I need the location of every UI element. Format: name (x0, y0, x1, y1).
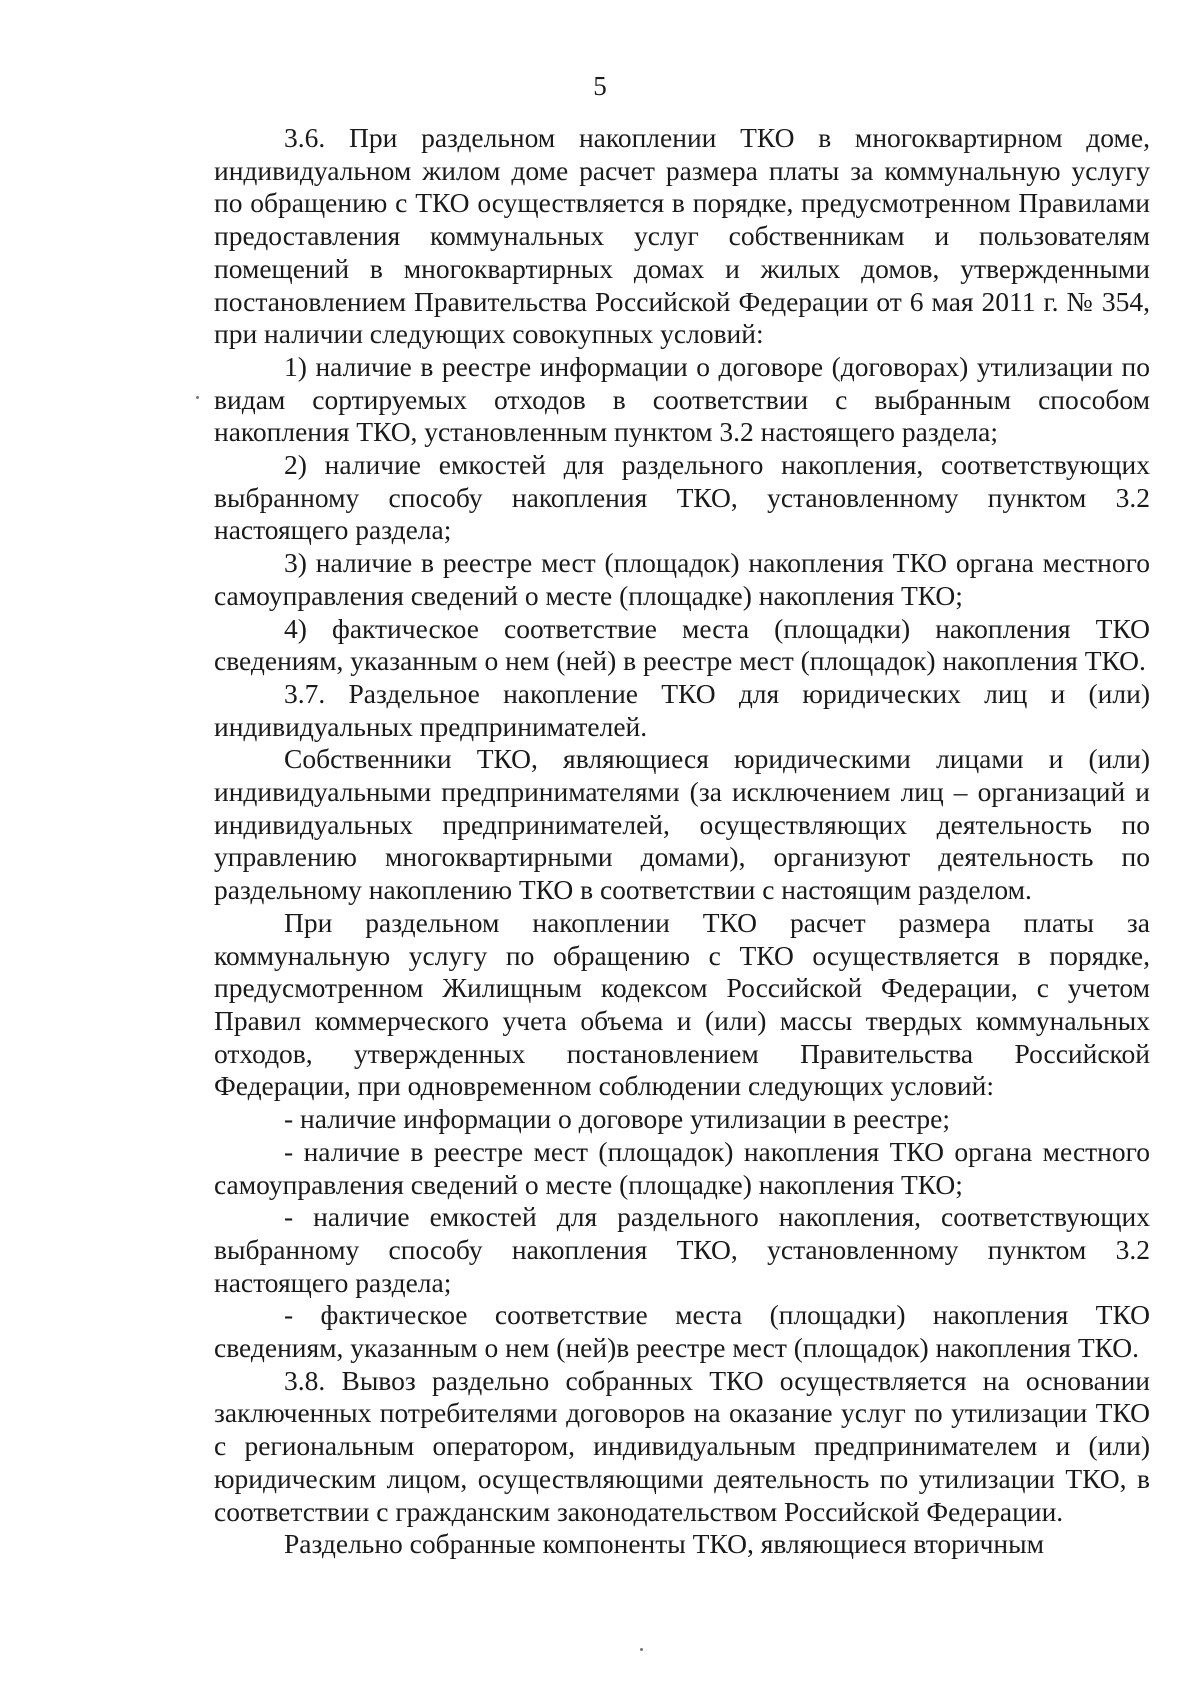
list-item-3: 3) наличие в реестре мест (площадок) накопления ТКО органа местного самоуправления сведений о месте (площадке) накопления ТКО; (214, 547, 1150, 611)
list-item-2: 2) наличие емкостей для раздельного накопления, соответствующих выбранному способу накопления ТКО, установленному пунктом 3.2 настоящего раздела; (214, 449, 1150, 546)
paragraph-fee-calculation: При раздельном накоплении ТКО расчет размера платы за коммунальную услугу по обращению с ТКО осуществляется в порядке, предусмотренном Жилищным кодексом Российской Федерации, с учетом Правил коммерческого учета объема и (или) массы твердых коммунальных отходов, утвержденных постановлением Правительства Российской Федерации, при одновременном соблюдении следующих условий: (214, 906, 1150, 1102)
paragraph-owners: Собственники ТКО, являющиеся юридическими лицами и (или) индивидуальными предпринимателями (за исключением лиц – организаций и индивидуальных предпринимателей, осуществляющих деятельность по управлению многоквартирными домами), организуют деятельность по раздельному накоплению ТКО в соответствии с настоящим разделом. (214, 743, 1150, 906)
page-number: 5 (593, 71, 607, 101)
condition-item-4: - фактическое соответствие места (площадки) накопления ТКО сведениям, указанным о нем (ней)в реестре мест (площадок) накопления ТКО. (214, 1299, 1150, 1364)
condition-item-2: - наличие в реестре мест (площадок) накопления ТКО органа местного самоуправления сведений о месте (площадке) накопления ТКО; (214, 1135, 1150, 1200)
condition-item-3: - наличие емкостей для раздельного накопления, соответствующих выбранному способу накопления ТКО, установленному пунктом 3.2 настоящего раздела; (214, 1201, 1150, 1298)
scan-speck (640, 1648, 643, 1651)
list-item-4: 4) фактическое соответствие места (площадки) накопления ТКО сведениям, указанным о нем (ней) в реестре мест (площадок) накопления ТКО. (214, 612, 1150, 677)
paragraph-3-8: 3.8. Вывоз раздельно собранных ТКО осуществляется на основании заключенных потребителями договоров на оказание услуг по утилизации ТКО с региональным оператором, индивидуальным предпринимателем и (или) юридическим лицом, осуществляющими деятельность по утилизации ТКО, в соответствии с гражданским законодательством Российской Федерации. (214, 1364, 1150, 1527)
scan-speck (196, 396, 199, 399)
condition-item-1: - наличие информации о договоре утилизации в реестре; (284, 1103, 951, 1135)
paragraph-3-6: 3.6. При раздельном накоплении ТКО в многоквартирном доме, индивидуальном жилом доме расчет размера платы за коммунальную услугу по обращению с ТКО осуществляется в порядке, предусмотренном Правилами предоставления коммунальных услуг собственникам и пользователям помещений в многоквартирных домах и жилых домов, утвержденными постановлением Правительства Российской Федерации от 6 мая 2011 г. № 354, при наличии следующих совокупных условий: (214, 122, 1150, 350)
paragraph-continued: Раздельно собранные компоненты ТКО, являющиеся вторичным (284, 1528, 1044, 1560)
paragraph-3-7: 3.7. Раздельное накопление ТКО для юридических лиц и (или) индивидуальных предпринимателей. (214, 677, 1150, 742)
list-item-1: 1) наличие в реестре информации о договоре (договорах) утилизации по видам сортируемых отходов в соответствии с выбранным способом накопления ТКО, установленным пунктом 3.2 настоящего раздела; (214, 350, 1150, 448)
document-body (214, 122, 1150, 1561)
